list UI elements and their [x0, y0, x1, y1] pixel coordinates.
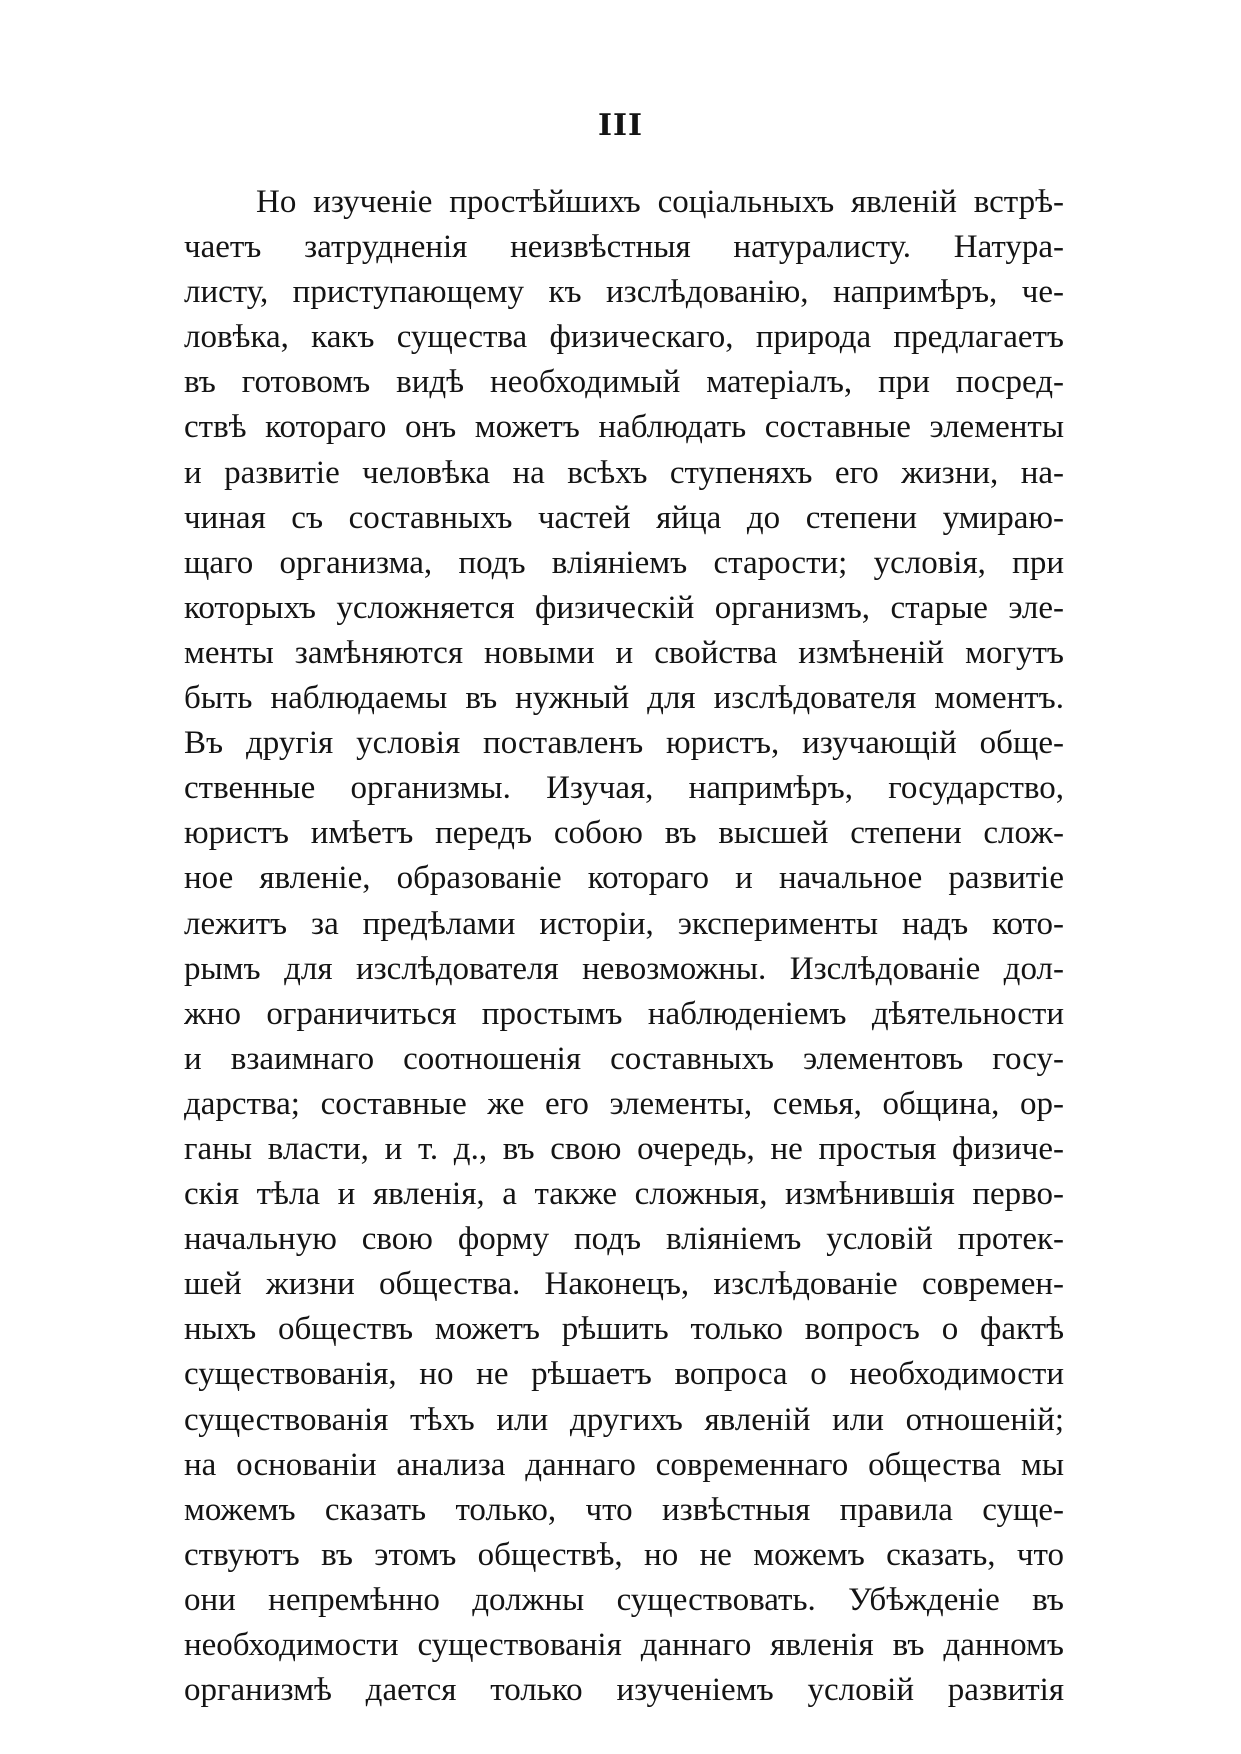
text-line: менты замѣняются новыми и свойства измѣненій могутъ	[184, 634, 1064, 671]
text-line: Но изученіе простѣйшихъ соціальныхъ явленій встрѣ-	[256, 184, 1064, 220]
text-line: существованія, но не рѣшаетъ вопроса о необходимости	[184, 1356, 1064, 1393]
text-line: ловѣка, какъ существа физическаго, природа предлагаетъ	[184, 319, 1064, 356]
text-line: ное явленіе, образованіе котораго и начальное развитіе	[184, 860, 1064, 897]
text-line: Въ другія условія поставленъ юристъ, изучающій обще-	[184, 725, 1064, 762]
text-line: юристъ имѣетъ передъ собою въ высшей степени слож-	[184, 815, 1064, 852]
text-line: ствѣ котораго онъ можетъ наблюдать составные элементы	[184, 409, 1064, 446]
text-line: ственные организмы. Изучая, напримѣръ, государство,	[184, 770, 1064, 807]
text-line: организмѣ дается только изученіемъ условій развитія	[184, 1672, 1064, 1709]
text-line: ствуютъ въ этомъ обществѣ, но не можемъ сказать, что	[184, 1536, 1064, 1573]
text-line: листу, приступающему къ изслѣдованію, напримѣръ, че-	[184, 274, 1064, 311]
text-line: щаго организма, подъ вліяніемъ старости; условія, при	[184, 544, 1064, 581]
body-text	[184, 180, 1064, 1713]
text-line: существованія тѣхъ или другихъ явленій или отношеній;	[184, 1401, 1064, 1438]
text-line: и развитіе человѣка на всѣхъ ступеняхъ его жизни, на-	[184, 454, 1064, 491]
text-line: дарства; составные же его элементы, семья, община, ор-	[184, 1085, 1064, 1122]
text-line: лежитъ за предѣлами исторіи, эксперименты надъ кото-	[184, 905, 1064, 942]
text-line: на основаніи анализа даннаго современнаго общества мы	[184, 1446, 1064, 1483]
text-line: чаетъ затрудненія неизвѣстныя натуралисту. Натура-	[184, 229, 1064, 266]
text-line: жно ограничиться простымъ наблюденіемъ дѣятельности	[184, 995, 1064, 1032]
text-line: можемъ сказать только, что извѣстныя правила суще-	[184, 1491, 1064, 1528]
text-line: скія тѣла и явленія, а также сложныя, измѣнившія перво-	[184, 1176, 1064, 1213]
text-line: которыхъ усложняется физическій организмъ, старые эле-	[184, 589, 1064, 626]
text-line: и взаимнаго соотношенія составныхъ элементовъ госу-	[184, 1040, 1064, 1077]
page-number: III	[597, 108, 644, 143]
text-line: они непремѣнно должны существовать. Убѣжденіе въ	[184, 1581, 1064, 1618]
text-line: ныхъ обществъ можетъ рѣшить только вопросъ о фактѣ	[184, 1311, 1064, 1348]
text-line: шей жизни общества. Наконецъ, изслѣдованіе современ-	[184, 1266, 1064, 1303]
text-line: чиная съ составныхъ частей яйца до степени умираю-	[184, 499, 1064, 536]
text-line: начальную свою форму подъ вліяніемъ условій протек-	[184, 1221, 1064, 1258]
text-line: въ готовомъ видѣ необходимый матеріалъ, при посред-	[184, 364, 1064, 401]
text-line: необходимости существованія даннаго явленія въ данномъ	[184, 1627, 1064, 1663]
text-line: рымъ для изслѣдователя невозможны. Изслѣдованіе дол-	[184, 950, 1064, 987]
text-line: быть наблюдаемы въ нужный для изслѣдователя моментъ.	[184, 680, 1064, 717]
text-line: ганы власти, и т. д., въ свою очередь, не простыя физиче-	[184, 1130, 1064, 1167]
